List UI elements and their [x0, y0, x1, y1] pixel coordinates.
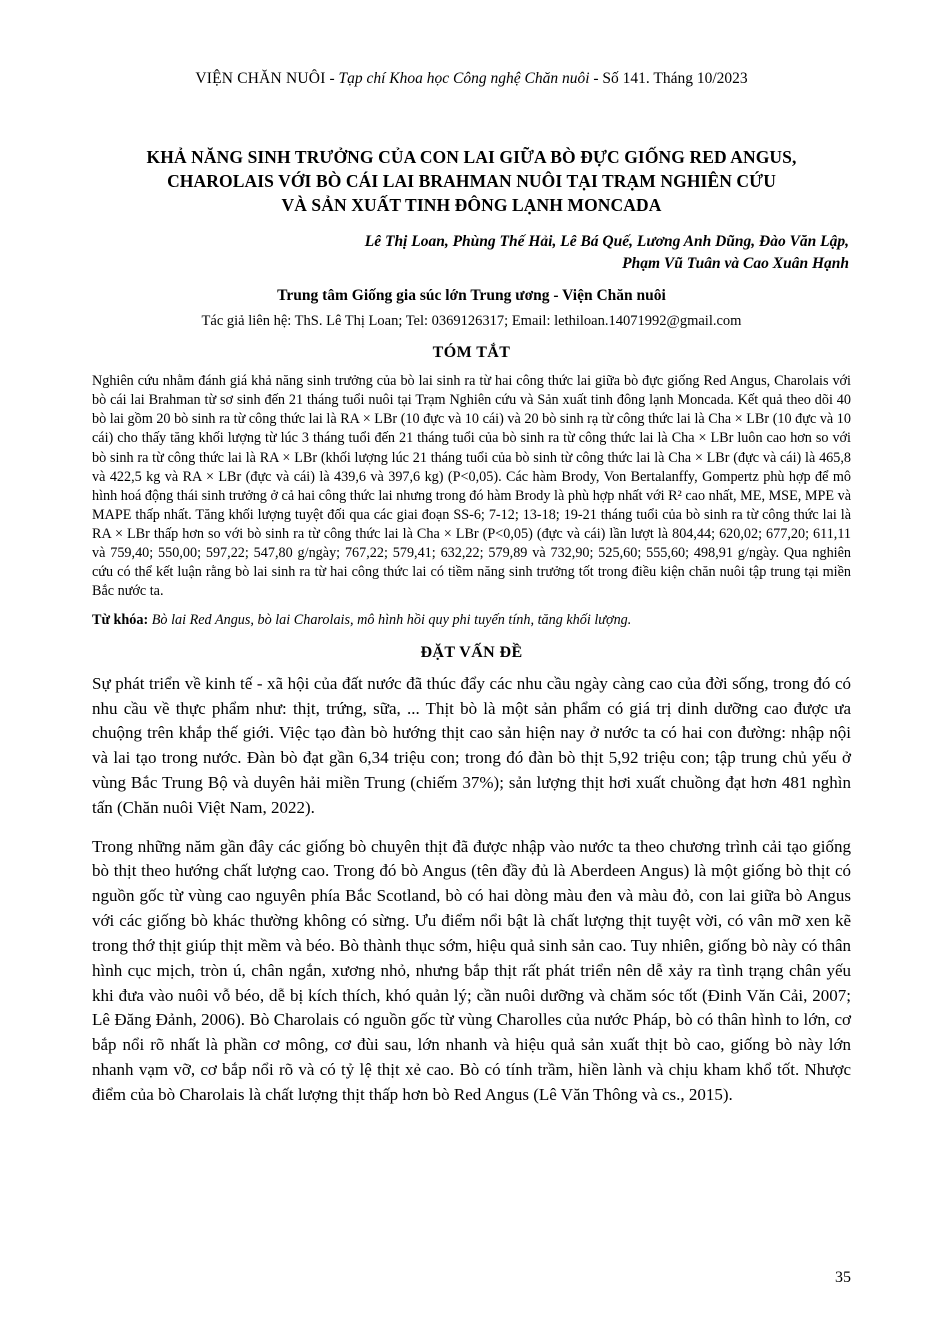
running-head-separator: -	[325, 70, 339, 87]
running-head	[92, 70, 851, 88]
title-line-3: VÀ SẢN XUẤT TINH ĐÔNG LẠNH MONCADA	[281, 194, 662, 215]
keywords	[92, 611, 851, 630]
title-line-2: CHAROLAIS VỚI BÒ CÁI LAI BRAHMAN NUÔI TẠI TRẠM NGHIÊN CỨU	[167, 170, 776, 191]
keywords-text: Bò lai Red Angus, bò lai Charolais, mô hình hồi quy phi tuyến tính, tăng khối lượng.	[148, 611, 632, 628]
title-line-1: KHẢ NĂNG SINH TRƯỞNG CỦA CON LAI GIỮA BÒ ĐỰC GIỐNG RED ANGUS,	[146, 147, 797, 167]
introduction-heading: ĐẶT VẤN ĐỀ	[420, 643, 523, 661]
introduction-paragraph-2: Trong những năm gần đây các giống bò chuyên thịt đã được nhập vào nước ta theo chương trình cải tạo giống bò thịt theo hướng chất lượng cao. Trong đó bò Angus (tên đầy đủ là Aberdeen Angus) là một giống bò thịt có nguồn gốc từ vùng cao nguyên phía Bắc Scotland, bò có hai dòng màu đen và màu đỏ, con lai giữa bò Angus với các giống bò khác thường không có sừng. Ưu điểm nổi bật là chất lượng thịt tuyệt vời, có vân mỡ xen kẽ trong thớ thịt giúp thịt mềm và béo. Bò thành thục sớm, hiệu quả sinh sản cao. Tuy nhiên, giống bò này có thân hình cục mịch, tròn ú, chân ngắn, xương nhỏ, nhưng bắp thịt rất phát triển nên dễ xảy ra tình trạng chân yếu khi đưa vào nuôi vỗ béo, dễ bị kích thích, khó quản lý; cần nuôi dưỡng và chăm sóc tốt (Đinh Văn Cải, 2007; Lê Đăng Đảnh, 2006). Bò Charolais có nguồn gốc từ vùng Charolles của nước Pháp, bò có thân hình to lớn, cơ bắp nổi rõ nhất là phần cơ mông, cơ đùi sau, lớn nhanh và hiệu quả sản xuất thịt bò cao, giống bò này lớn nhanh vạm vỡ, cơ bắp nổi rõ và có tỷ lệ thịt xẻ cao. Bò có tính trầm, hiền lành và chịu kham khổ tốt. Nhược điểm của bò Charolais là chất lượng thịt thấp hơn bò Red Angus (Lê Văn Thông và cs., 2015).	[92, 836, 851, 1104]
affiliation: Trung tâm Giống gia súc lớn Trung ương - Viện Chăn nuôi	[277, 287, 666, 305]
corresponding-author: Tác giả liên hệ: ThS. Lê Thị Loan; Tel: 0369126317; Email: lethiloan.14071992@gmail.com	[201, 313, 742, 330]
journal-subtitle: Tạp chí Khoa học Công nghệ Chăn nuôi	[338, 70, 590, 87]
journal-name: VIỆN CHĂN NUÔI	[195, 70, 326, 87]
introduction-paragraph-1: Sự phát triển về kinh tế - xã hội của đất nước đã thúc đẩy các nhu cầu ngày càng cao của đời sống, trong đó có nhu cầu về thực phẩm như: thịt, trứng, sữa, ... Thịt bò là một sản phẩm có giá trị dinh dưỡng cao được ưa chuộng trên khắp thế giới. Việc tạo đàn bò hướng thịt cao sản hiện nay ở nước ta có hai con đường: nhập nội và lai tạo trong nước. Đàn bò đạt gần 6,34 triệu con; trong đó đàn bò thịt 5,92 triệu con; tập trung chủ yếu ở vùng Bắc Trung Bộ và duyên hải miền Trung (chiếm 37%); sản lượng thịt hơi xuất chuồng đạt hơn 481 nghìn tấn (Chăn nuôi Việt Nam, 2022).	[92, 673, 851, 817]
page-title	[102, 146, 841, 217]
issue-info: - Số 141. Tháng 10/2023	[589, 70, 748, 87]
abstract-text: Nghiên cứu nhằm đánh giá khả năng sinh trưởng của bò lai sinh ra từ hai công thức lai giữa bò đực giống Red Angus, Charolais với bò cái lai Brahman từ sơ sinh đến 21 tháng tuổi nuôi tại Trạm Nghiên cứu và Sản xuất tinh đông lạnh Moncada. Kết quả theo dõi 40 bò lai gồm 20 bò sinh ra từ công thức lai là RA × LBr (10 đực và 10 cái) và 20 bò sinh rạ từ công thức lai là Cha × LBr (10 đực và 10 cái) cho thấy tăng khối lượng từ lúc 3 tháng tuổi đến 21 tháng tuổi của bò sinh ra từ công thức lai là Cha × LBr luôn cao hơn so với bò sinh ra từ công thức lai là RA × LBr (khối lượng lúc 21 tháng tuổi của bò sinh từ công thức lai là Cha × LBr (đực và cái) là 465,8 và 422,5 kg và RA × LBr (đực và cái) là 439,6 và 397,6 kg) (P<0,05). Các hàm Brody, Von Bertalanffy, Gompertz phù hợp để mô hình hoá động thái sinh trưởng ở cả hai công thức lai nhưng trong đó hàm Brody là phù hợp nhất với R² cao nhất, ME, MSE, MPE và MAPE thấp nhất. Tăng khối lượng tuyệt đối qua các giai đoạn SS-6; 7-12; 13-18; 19-21 tháng tuổi của bò sinh ra từ công thức lai là RA × LBr thấp hơn so với bò sinh ra từ công thức lai là Cha × LBr (P<0,05) (đực và cái) lần lượt là 804,44; 620,02; 677,20; 611,11 và 759,40; 550,00; 597,22; 547,80 g/ngày; 767,22; 579,41; 632,22; 579,89 và 732,90; 525,60; 555,60; 498,91 g/ngày. Qua nghiên cứu có thể kết luận rằng bò lai sinh ra từ hai công thức lai có tiềm năng sinh trưởng tốt trong điều kiện chăn nuôi tập trung tại miền Bắc nước ta.	[92, 373, 851, 599]
keywords-label: Từ khóa:	[92, 611, 149, 628]
authors-line-2: Phạm Vũ Tuân và Cao Xuân Hạnh	[622, 255, 849, 273]
author-list	[92, 231, 849, 275]
page-number: 35	[835, 1269, 851, 1286]
abstract-heading: TÓM TẮT	[432, 344, 511, 362]
authors-line-1: Lê Thị Loan, Phùng Thế Hải, Lê Bá Quế, Lương Anh Dũng, Đào Văn Lập,	[364, 233, 849, 251]
